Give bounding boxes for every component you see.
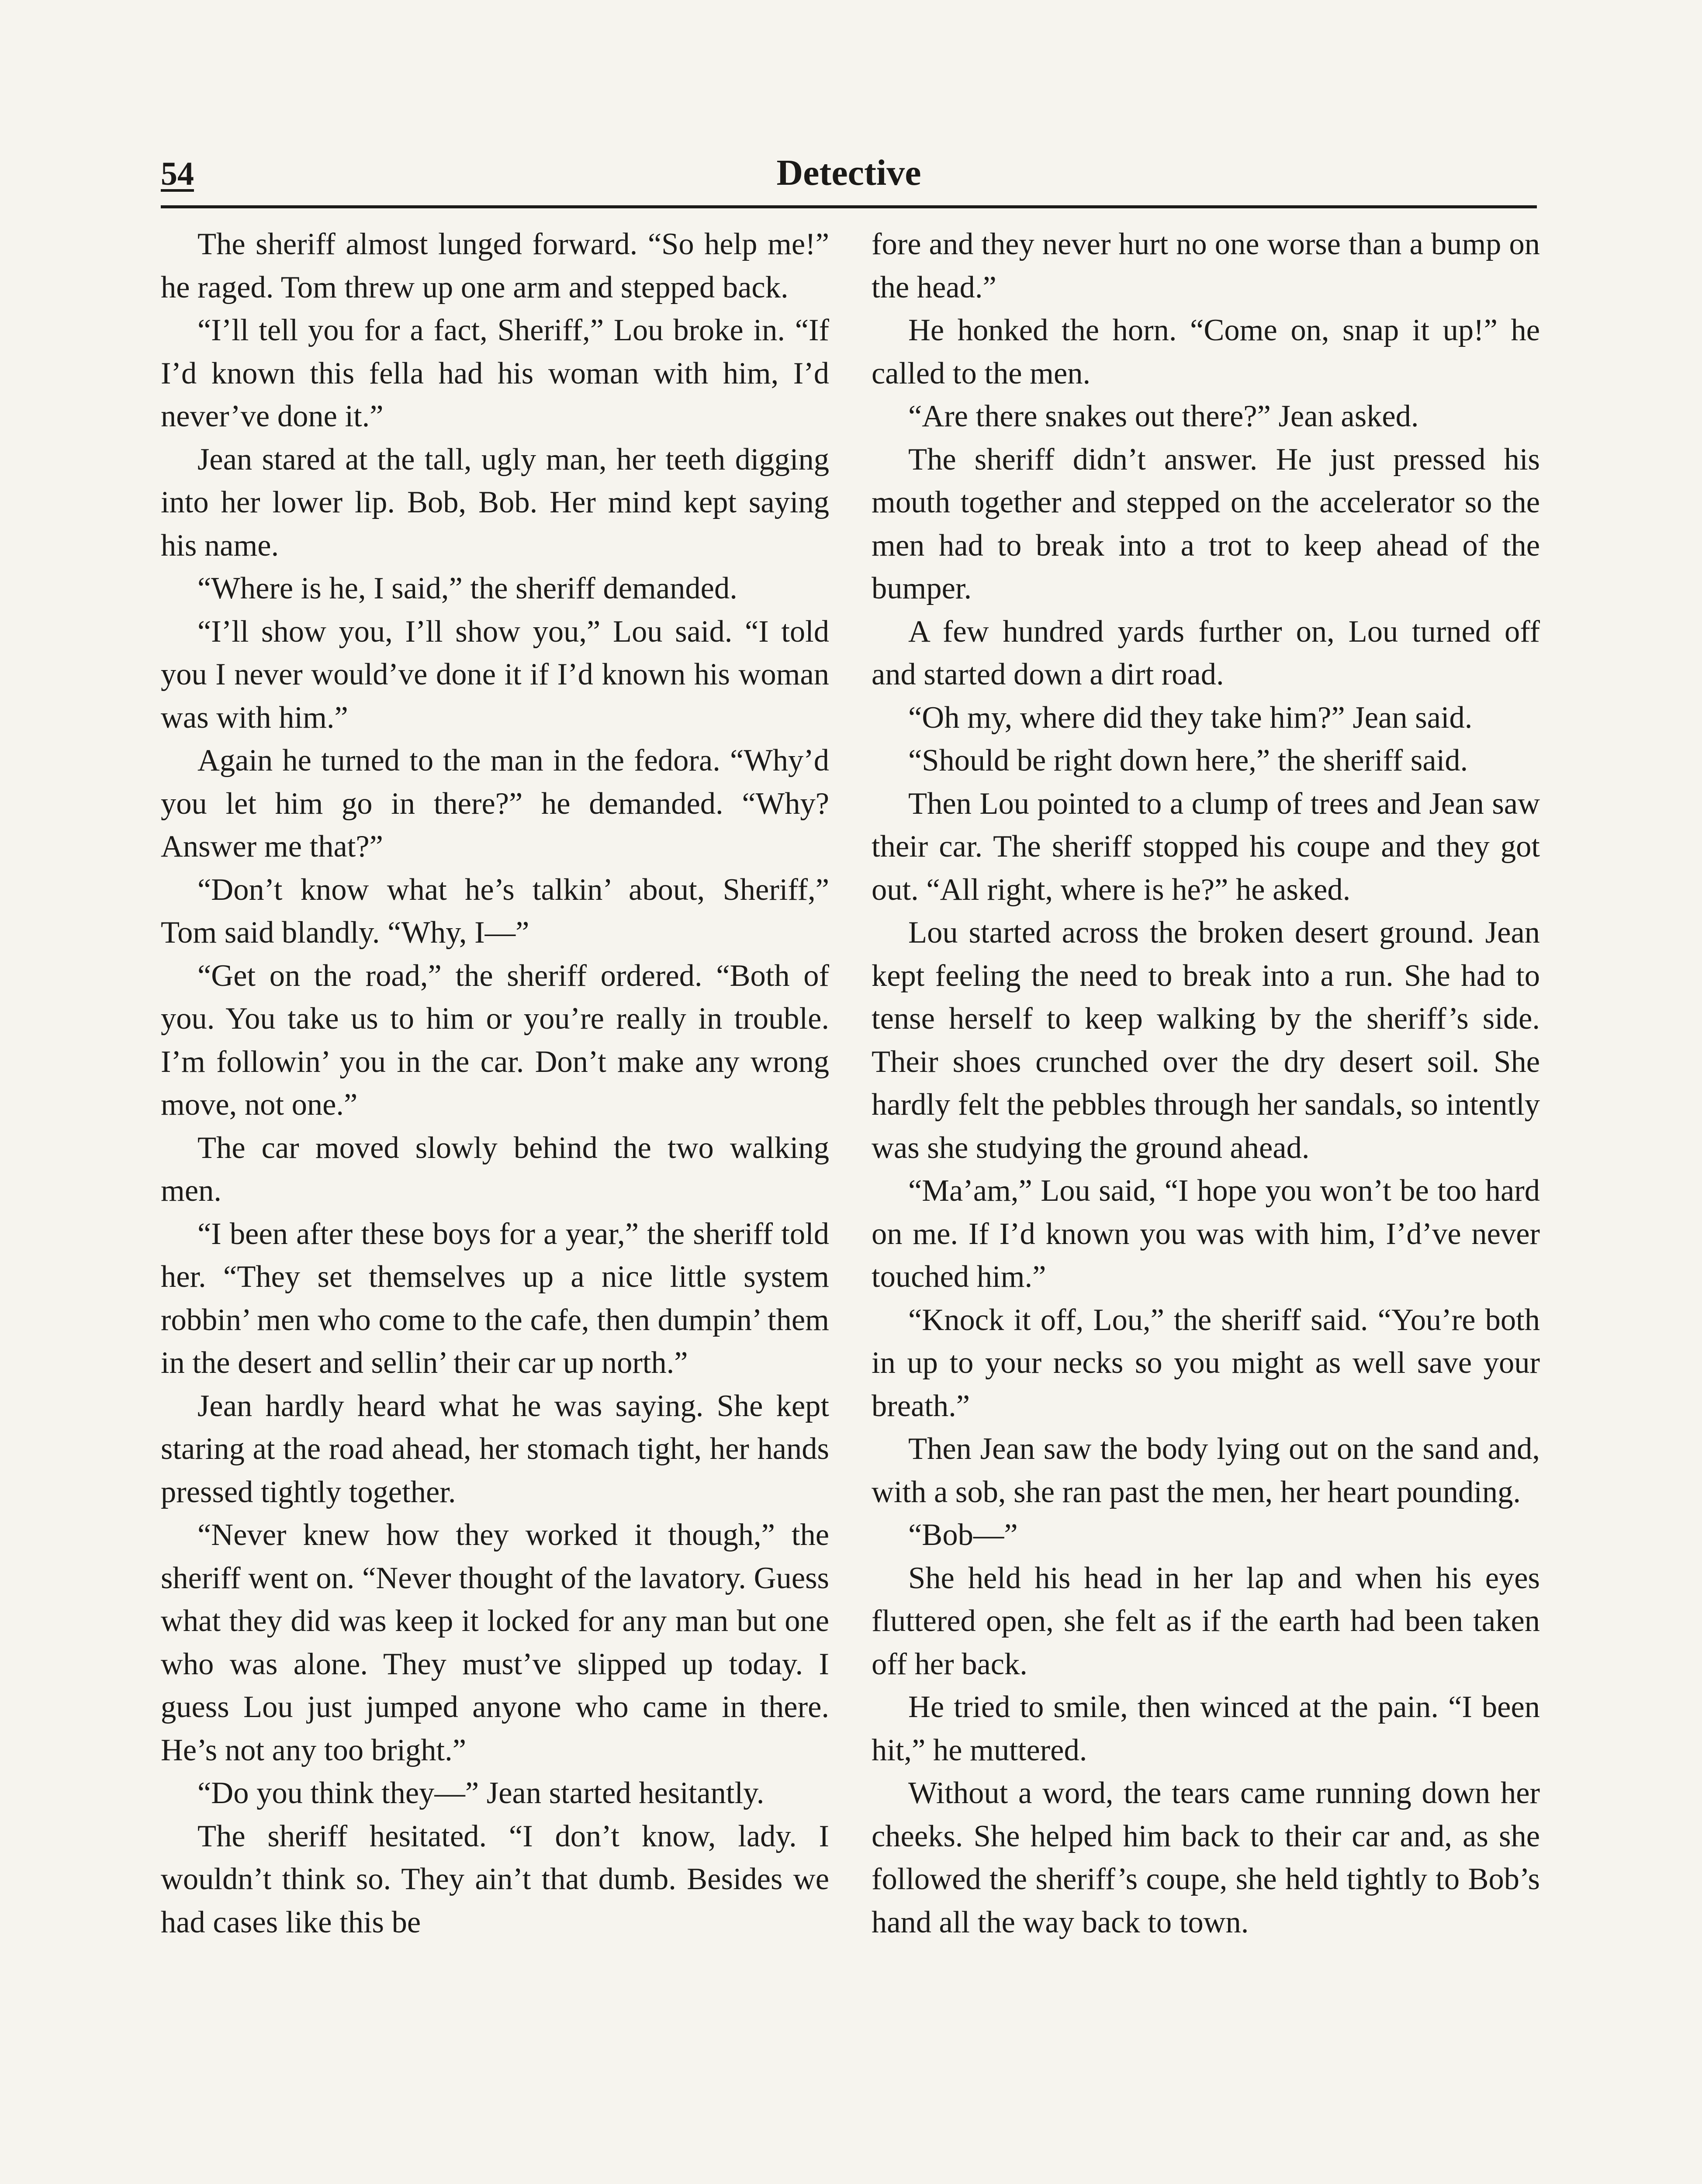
running-title: Detective [776,152,921,193]
paragraph: “Where is he, I said,” the sheriff demanded. [197,571,737,605]
paragraph: “Oh my, where did they take him?” Jean said. [908,700,1473,735]
text-column-right [872,223,1540,1944]
paragraph: He tried to smile, then winced at the pain. “I been hit,” he muttered. [872,1690,1540,1767]
paragraph: Lou started across the broken desert ground. Jean kept feeling the need to break into a run. She had to tense herself to keep walking by the sheriff’s side. Their shoes crunched over the dry desert soil. She hardly felt the pebbles through her sandals, so intently was she studying the ground ahead. [872,916,1540,1165]
paragraph: “Bob—” [908,1518,1018,1552]
paragraph: Again he turned to the man in the fedora. “Why’d you let him go in there?” he demanded. “Why? Answer me that?” [161,743,829,864]
page-number: 54 [161,156,194,192]
paragraph: Then Lou pointed to a clump of trees and Jean saw their car. The sheriff stopped his coupe and they got out. “All right, where is he?” he asked. [872,786,1540,907]
paragraph: “I’ll tell you for a fact, Sheriff,” Lou broke in. “If I’d known this fella had his woman with him, I’d never’ve done it.” [161,313,829,433]
paragraph: The sheriff didn’t answer. He just pressed his mouth together and stepped on the accelerator so the men had to break into a trot to keep ahead of the bumper. [872,442,1540,605]
paragraph: She held his head in her lap and when his eyes fluttered open, she felt as if the earth had been taken off her back. [872,1561,1540,1681]
paragraph: The sheriff hesitated. “I don’t know, lady. I wouldn’t think so. They ain’t that dumb. Besides we had cases like this be [161,1819,829,1939]
paragraph: “Knock it off, Lou,” the sheriff said. “You’re both in up to your necks so you might as well save your breath.” [872,1303,1540,1423]
text-column-left [161,223,829,1944]
paragraph: “Do you think they—” Jean started hesitantly. [197,1776,765,1810]
paragraph-continued: fore and they never hurt no one worse than a bump on the head.” [872,227,1540,304]
paragraph: A few hundred yards further on, Lou turned off and started down a dirt road. [872,614,1540,691]
paragraph: The sheriff almost lunged forward. “So help me!” he raged. Tom threw up one arm and stepped back. [161,227,829,304]
header-rule [161,205,1537,208]
paragraph: Jean hardly heard what he was saying. She kept staring at the road ahead, her stomach tight, her hands pressed tightly together. [161,1389,829,1509]
paragraph: “Should be right down here,” the sheriff said. [908,743,1468,778]
paragraph: He honked the horn. “Come on, snap it up!” he called to the men. [872,313,1540,390]
paragraph: “I’ll show you, I’ll show you,” Lou said. “I told you I never would’ve done it if I’d known his woman was with him.” [161,614,829,735]
page-header [161,152,1537,203]
paragraph: Then Jean saw the body lying out on the sand and, with a sob, she ran past the men, her heart pounding. [872,1432,1540,1509]
paragraph: “Are there snakes out there?” Jean asked. [908,399,1419,433]
paragraph: Without a word, the tears came running down her cheeks. She helped him back to their car and, as she followed the sheriff’s coupe, she held tightly to Bob’s hand all the way back to town. [872,1776,1540,1939]
paragraph: “Ma’am,” Lou said, “I hope you won’t be too hard on me. If I’d known you was with him, I’d’ve never touched him.” [872,1174,1540,1294]
paragraph: “I been after these boys for a year,” the sheriff told her. “They set themselves up a nice little system robbin’ men who come to the cafe, then dumpin’ them in the desert and sellin’ their car up north.” [161,1216,829,1380]
paragraph: “Never knew how they worked it though,” the sheriff went on. “Never thought of the lavatory. Guess what they did was keep it locked for any man but one who was alone. They must’ve slipped up today. I guess Lou just jumped anyone who came in there. He’s not any too bright.” [161,1518,829,1767]
paragraph: “Don’t know what he’s talkin’ about, Sheriff,” Tom said blandly. “Why, I—” [161,872,829,950]
paragraph: “Get on the road,” the sheriff ordered. “Both of you. You take us to him or you’re really in trouble. I’m followin’ you in the car. Don’t make any wrong move, not one.” [161,958,829,1122]
paragraph: The car moved slowly behind the two walking men. [161,1130,829,1208]
paragraph: Jean stared at the tall, ugly man, her teeth digging into her lower lip. Bob, Bob. Her mind kept saying his name. [161,442,829,563]
